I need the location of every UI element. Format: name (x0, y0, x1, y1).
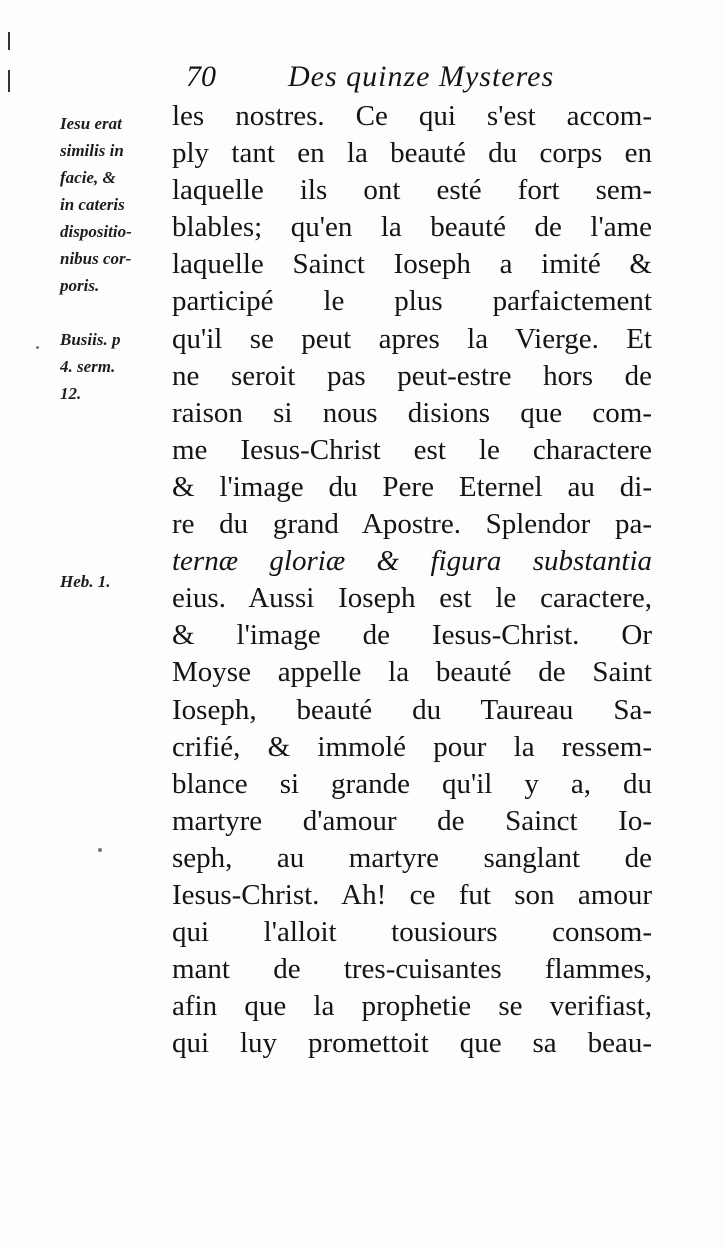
text-line: qui l'alloit tousiours consom- (172, 916, 652, 949)
text-line: & l'image du Pere Eternel au di- (172, 470, 652, 503)
text-line: ne seroit pas peut-estre hors de (172, 359, 652, 392)
text-line: crifié, & immolé pour la ressem- (172, 730, 652, 763)
text-line: laquelle ils ont esté fort sem- (172, 174, 652, 207)
margin-note-line: dispositio- (60, 222, 132, 241)
margin-note-line: 12. (60, 384, 82, 403)
scan-speck (98, 848, 102, 852)
text-line: qui luy promettoit que sa beau- (172, 1027, 652, 1060)
text-line: ternæ gloriæ & figura substantia (172, 545, 652, 578)
margin-note-line: similis in (60, 141, 124, 160)
text-line: seph, au martyre sanglant de (172, 841, 652, 874)
text-line: ply tant en la beauté du corps en (172, 137, 652, 170)
margin-note-line: in cateris (60, 195, 125, 214)
text-line: mant de tres-cuisantes flammes, (172, 953, 652, 986)
binding-edge-mark (8, 70, 10, 92)
text-line: afin que la prophetie se verifiast, (172, 990, 652, 1023)
text-line: raison si nous disions que com- (172, 396, 652, 429)
text-line: me Iesus-Christ est le charactere (172, 433, 652, 466)
margin-note-hebrews (60, 568, 178, 595)
text-line: martyre d'amour de Sainct Io- (172, 804, 652, 837)
text-line: & l'image de Iesus-Christ. Or (172, 619, 652, 652)
text-line: participé le plus parfaictement (172, 285, 652, 318)
margin-note-line: poris. (60, 276, 100, 295)
running-header (180, 60, 600, 94)
margin-note-line: 4. serm. (60, 357, 116, 376)
text-line: les nostres. Ce qui s'est accom- (172, 100, 652, 132)
text-line: Iesus-Christ. Ah! ce fut son amour (172, 878, 652, 911)
margin-note-line: facie, & (60, 168, 116, 187)
binding-edge-mark (8, 32, 10, 50)
text-line: blables; qu'en la beauté de l'ame (172, 211, 652, 244)
text-line: re du grand Apostre. Splendor pa- (172, 508, 652, 541)
running-title: Des quinze Mysteres (288, 60, 555, 93)
body-text (172, 98, 652, 1062)
text-line: laquelle Sainct Ioseph a imité & (172, 248, 652, 281)
margin-note-iesu-erat (60, 110, 178, 299)
margin-note-busiis (60, 326, 178, 407)
margin-note-line: Heb. 1. (60, 572, 111, 591)
page-number: 70 (186, 60, 216, 93)
text-line: Ioseph, beauté du Taureau Sa- (172, 693, 652, 726)
text-line: blance si grande qu'il y a, du (172, 767, 652, 800)
margin-note-line: Iesu erat (60, 114, 122, 133)
margin-note-line: nibus cor- (60, 249, 132, 268)
text-line: qu'il se peut apres la Vierge. Et (172, 322, 652, 355)
text-line: Moyse appelle la beauté de Saint (172, 656, 652, 689)
margin-note-line: Busiis. p (60, 330, 121, 349)
text-line: eius. Aussi Ioseph est le caractere, (172, 582, 652, 615)
scan-speck (36, 346, 39, 349)
